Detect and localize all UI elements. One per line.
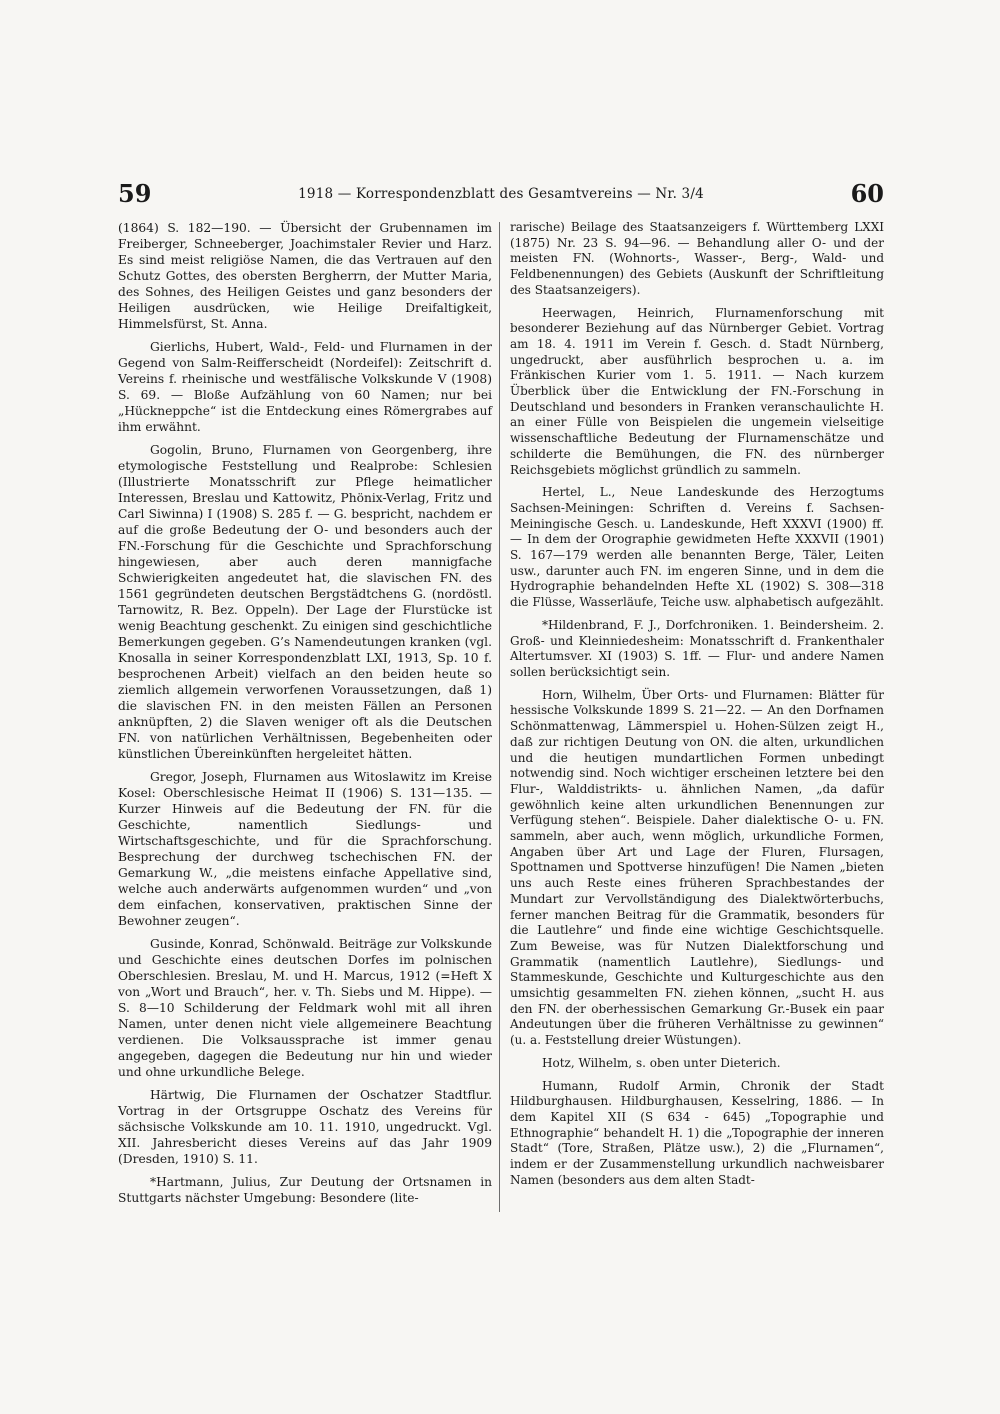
page-number-left: 59 [118, 179, 152, 208]
left-column [118, 220, 492, 1206]
entry-paragraph: *Hartmann, Julius, Zur Deutung der Ortsnamen in Stuttgarts nächster Umgebung: Besondere (lite- [118, 1175, 492, 1205]
entry-paragraph: (1864) S. 182—190. — Übersicht der Grubennamen im Freiberger, Schneeberger, Joachimstaler Revier und Harz. Es sind meist religiöse Namen, die das Vertrauen auf den Schutz Gottes, des obersten Bergherrn, der Mutter Maria, des Sohnes, des Heiligen Geistes und ganz besonders der Heiligen ausdrücken, wie Heilige Dreifaltigkeit, Himmelsfürst, St. Anna. [118, 221, 492, 331]
entry-paragraph: Horn, Wilhelm, Über Orts- und Flurnamen: Blätter für hessische Volkskunde 1899 S. 21—22. — An den Dorfnamen Schönmattenwag, Lämmerspiel u. Hohen-Sülzen zeigt H., daß zur richtigen Deutung von ON. die alten, urkundlichen und die heutigen mundartlichen Formen unbedingt notwendig sind. Noch wichtiger erscheinen letztere bei den Flur-, Walddistrikts- u. ähnlichen Namen, „da dafür gewöhnlich keine alten urkundlichen Benennungen zur Verfügung stehen“. Beispiele. Daher dialektische O- u. FN. sammeln, aber auch, wenn möglich, urkundliche Formen, Angaben über Art und Lage der Fluren, Flursagen, Spottnamen und Spottverse hinzufügen! Die Namen „bieten uns auch Reste eines früheren Sprachbestandes der Mundart zur Vervollständigung des Dialektwörterbuchs, ferner manchen Beitrag für die Grammatik, besonders für die Lautlehre“ und finde eine wichtige Geschichtsquelle. Zum Beweise, was für Nutzen Dialektforschung und Grammatik (namentlich Lautlehre), Siedlungs- und Stammeskunde, Geschichte und Kulturgeschichte aus den umsichtig gesammelten FN. ziehen können, „sucht H. aus den FN. der oberhessischen Gemarkung Gr.-Busek ein paar Andeutungen über die früheren Verhältnisse zu gewinnen“ (u. a. Feststellung dreier Wüstungen). [510, 687, 884, 1048]
column-divider [499, 222, 500, 1212]
page-header [118, 180, 884, 210]
entry-paragraph: Hertel, L., Neue Landeskunde des Herzogtums Sachsen-Meiningen: Schriften d. Vereins f. Sachsen-Meiningische Gesch. u. Landeskunde, Heft XXXVI (1900) ff. — In dem der Orographie gewidmeten Hefte XXXVII (1901) S. 167—179 werden alle benannten Berge, Täler, Leiten usw., darunter auch FN. im engeren Sinne, und in dem die Hydrographie behandelnden Hefte XL (1902) S. 308—318 die Flüsse, Wasserläufe, Teiche usw. alphabetisch aufgezählt. [510, 485, 884, 610]
right-column [510, 220, 884, 1188]
entry-paragraph: Härtwig, Die Flurnamen der Oschatzer Stadtflur. Vortrag in der Ortsgruppe Oschatz des Vereins für sächsische Volkskunde am 10. 11. 1910, ungedruckt. Vgl. XII. Jahresbericht dieses Vereins auf das Jahr 1909 (Dresden, 1910) S. 11. [118, 1088, 492, 1166]
running-title: 1918 — Korrespondenzblatt des Gesamtvereins — Nr. 3/4 [298, 186, 704, 202]
entry-paragraph: rarische) Beilage des Staatsanzeigers f. Württemberg LXXI (1875) Nr. 23 S. 94—96. — Behandlung aller O- und der meisten FN. (Wohnorts-, Wasser-, Berg-, Wald- und Feldbenennungen) des Gebiets (Auskunft der Schriftleitung des Staatsanzeigers). [510, 220, 884, 297]
page-number-right: 60 [850, 179, 884, 208]
entry-paragraph: Heerwagen, Heinrich, Flurnamenforschung mit besonderer Beziehung auf das Nürnberger Gebiet. Vortrag am 18. 4. 1911 im Verein f. Gesch. d. Stadt Nürnberg, ungedruckt, aber ausführlich besprochen u. a. im Fränkischen Kurier vom 1. 5. 1911. — Nach kurzem Überblick über die Entwicklung der FN.-Forschung in Deutschland und besonders in Franken veranschaulichte H. an einer Fülle von Beispielen die ungemein vielseitige wissenschaftliche Bedeutung der Flurnamenschätze und schilderte die Bemühungen, die FN. des nürnberger Reichsgebiets möglichst gründlich zu sammeln. [510, 305, 884, 477]
entry-paragraph: Hotz, Wilhelm, s. oben unter Dieterich. [542, 1055, 781, 1070]
entry-paragraph: Gregor, Joseph, Flurnamen aus Witoslawitz im Kreise Kosel: Oberschlesische Heimat II (1906) S. 131—135. — Kurzer Hinweis auf die Bedeutung der FN. für die Geschichte, namentlich Siedlungs- und Wirtschaftsgeschichte, und für die Sprachforschung. Besprechung der durchweg tschechischen FN. der Gemarkung W., „die meistens einfache Appellative sind, welche auch anderwärts aufgenommen wurden“ und „von dem einfachen, konservativen, praktischen Sinne der Bewohner zeugen“. [118, 770, 492, 928]
entry-paragraph: *Hildenbrand, F. J., Dorfchroniken. 1. Beindersheim. 2. Groß- und Kleinniedesheim: Monatsschrift d. Frankenthaler Altertumsver. XI (1903) S. 1ff. — Flur- und andere Namen sollen berücksichtigt sein. [510, 617, 884, 679]
entry-paragraph: Gogolin, Bruno, Flurnamen von Georgenberg, ihre etymologische Feststellung und Realprobe: Schlesien (Illustrierte Monatsschrift zur Pflege heimatlicher Interessen, Breslau und Kattowitz, Phönix-Verlag, Fritz und Carl Siwinna) I (1908) S. 285 f. — G. bespricht, nachdem er auf die große Bedeutung der O- und besonders auch der FN.-Forschung für die Geschichte und Sprachforschung hingewiesen, aber auch deren mannigfache Schwierigkeiten angedeutet hat, die slavischen FN. des 1561 gegründeten deutschen Bergstädtchens G. (nordöstl. Tarnowitz, R. Bez. Oppeln). Der Lage der Flurstücke ist wenig Beachtung geschenkt. Zu einigen sind geschichtliche Bemerkungen gegeben. G’s Namendeutungen kranken (vgl. Knosalla in seiner Korrespondenzblatt LXI, 1913, Sp. 10 f. besprochenen Arbeit) vielfach an den beiden heute so ziemlich allgemein verworfenen Voraussetzungen, daß 1) die slavischen FN. in den meisten Fällen an Personen anknüpften, 2) die Slaven weniger oft als die Deutschen FN. von natürlichen Verhältnissen, Begebenheiten oder künstlichen Übereinkünften hergeleitet hätten. [118, 443, 492, 761]
entry-paragraph: Humann, Rudolf Armin, Chronik der Stadt Hildburghausen. Hildburghausen, Kesselring, 1886. — In dem Kapitel XII (S 634 - 645) „Topographie und Ethnographie“ behandelt H. 1) die „Topographie der inneren Stadt“ (Tore, Straßen, Plätze usw.), 2) die „Flurnamen“, indem er der Zusammenstellung urkundlich nachweisbarer Namen (besonders aus dem alten Stadt- [510, 1078, 884, 1187]
entry-paragraph: Gierlichs, Hubert, Wald-, Feld- und Flurnamen in der Gegend von Salm-Reifferscheidt (Nordeifel): Zeitschrift d. Vereins f. rheinische und westfälische Volkskunde V (1908) S. 69. — Bloße Aufzählung von 60 Namen; nur bei „Hückneppche“ ist die Entdeckung eines Römergrabes auf ihm erwähnt. [118, 340, 492, 434]
entry-paragraph: Gusinde, Konrad, Schönwald. Beiträge zur Volkskunde und Geschichte eines deutschen Dorfes im polnischen Oberschlesien. Breslau, M. und H. Marcus, 1912 (=Heft X von „Wort und Brauch“, her. v. Th. Siebs und M. Hippe). — S. 8—10 Schilderung der Feldmark wohl mit all ihren Namen, unter denen nicht viele allgemeinere Beachtung verdienen. Die Volksaussprache ist immer genau angegeben, dagegen die Bedeutung nur hin und wieder und ohne urkundliche Belege. [118, 937, 492, 1079]
